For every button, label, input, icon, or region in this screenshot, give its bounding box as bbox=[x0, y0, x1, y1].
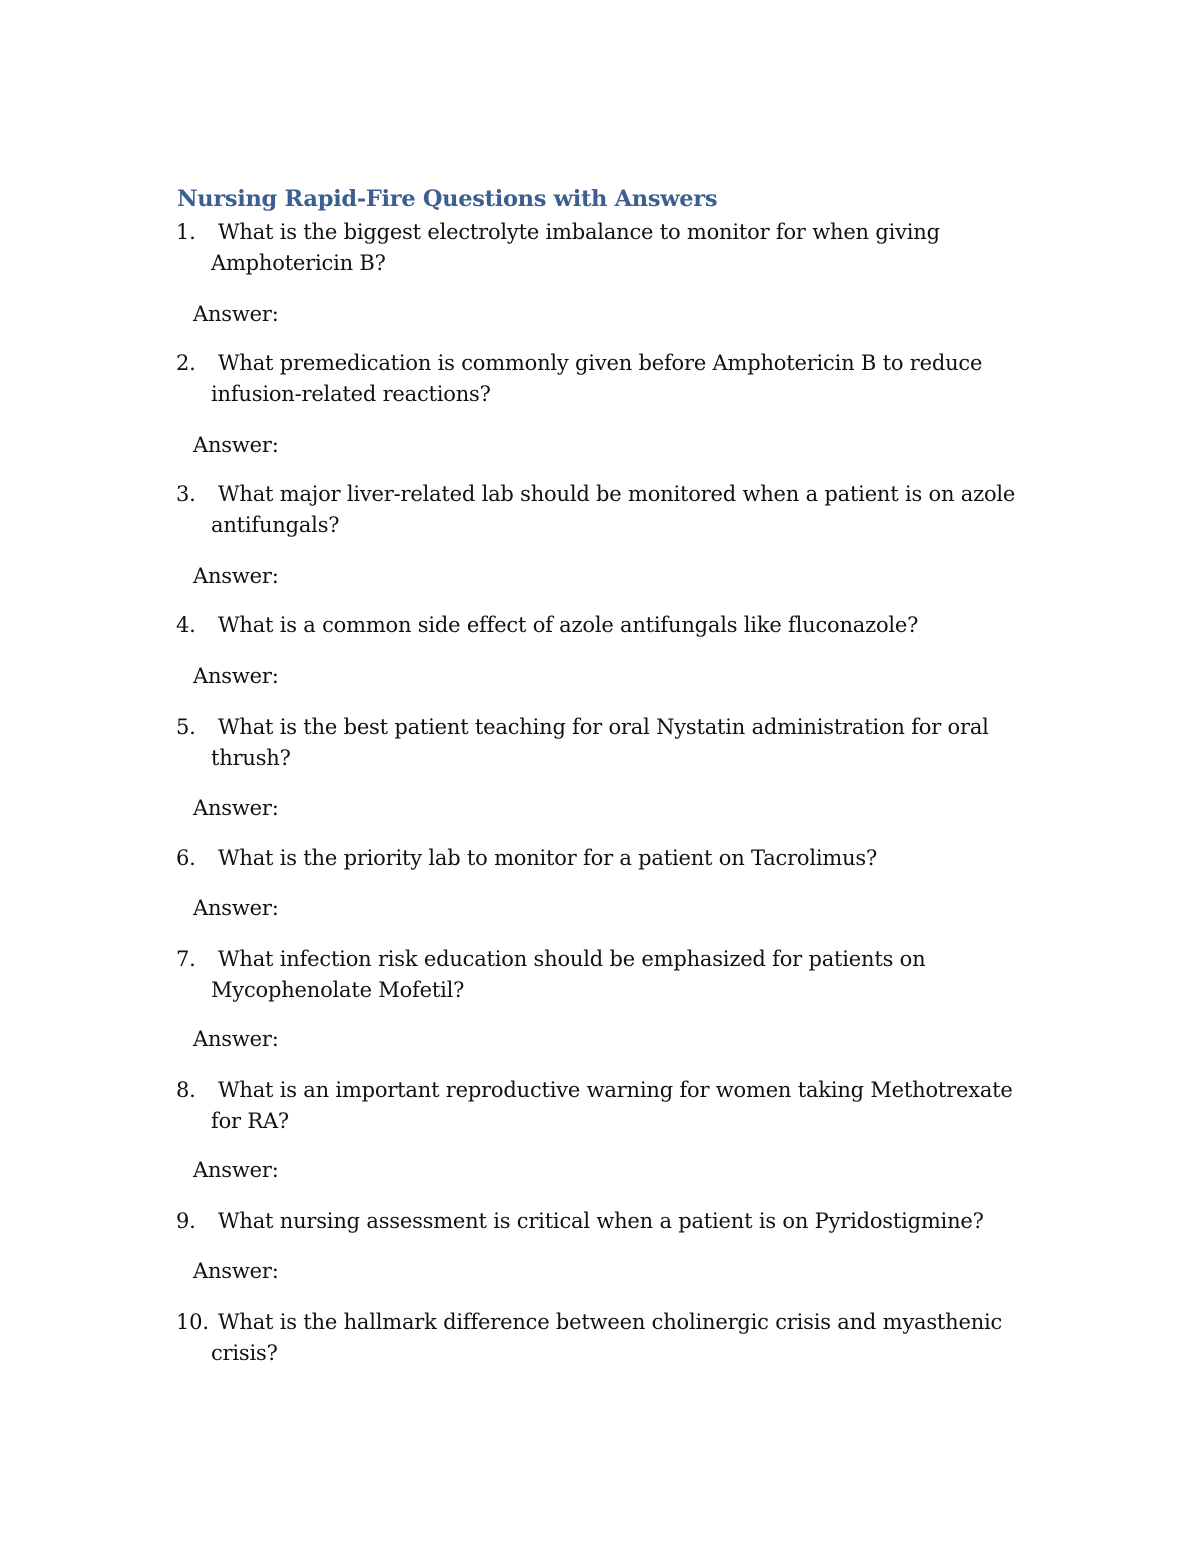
question-text: What is the biggest electrolyte imbalance to monitor for when giving Amphotericin B? bbox=[211, 220, 940, 275]
answer-label: Answer: bbox=[193, 1158, 279, 1182]
answer-label: Answer: bbox=[193, 564, 279, 588]
question-text: What premedication is commonly given before Amphotericin B to reduce infusion-related reactions? bbox=[211, 351, 983, 406]
answer-label: Answer: bbox=[193, 796, 279, 820]
question-text: What infection risk education should be emphasized for patients on Mycophenolate Mofetil? bbox=[211, 947, 926, 1002]
answer-label: Answer: bbox=[193, 664, 279, 688]
question-number: 2. bbox=[176, 351, 196, 375]
answer-label: Answer: bbox=[193, 433, 279, 457]
answer-label: Answer: bbox=[193, 1027, 279, 1051]
question-text: What is the best patient teaching for oral Nystatin administration for oral thrush? bbox=[211, 715, 989, 770]
question-number: 7. bbox=[176, 947, 196, 971]
answer-label: Answer: bbox=[193, 1259, 279, 1283]
question-number: 8. bbox=[176, 1078, 196, 1102]
answer-label: Answer: bbox=[193, 896, 279, 920]
question-text: What is a common side effect of azole antifungals like fluconazole? bbox=[218, 613, 919, 637]
question-text: What nursing assessment is critical when a patient is on Pyridostigmine? bbox=[218, 1209, 984, 1233]
question-number: 9. bbox=[176, 1209, 196, 1233]
document-title: Nursing Rapid-Fire Questions with Answers bbox=[177, 186, 718, 212]
question-number: 10. bbox=[176, 1310, 209, 1334]
question-number: 6. bbox=[176, 846, 196, 870]
answer-label: Answer: bbox=[193, 302, 279, 326]
question-number: 4. bbox=[176, 613, 196, 637]
question-text: What major liver-related lab should be monitored when a patient is on azole antifungals? bbox=[211, 482, 1016, 537]
question-text: What is the hallmark difference between cholinergic crisis and myasthenic crisis? bbox=[211, 1310, 1003, 1365]
question-number: 3. bbox=[176, 482, 196, 506]
question-text: What is an important reproductive warning for women taking Methotrexate for RA? bbox=[211, 1078, 1013, 1133]
question-number: 5. bbox=[176, 715, 196, 739]
question-number: 1. bbox=[176, 220, 196, 244]
question-text: What is the priority lab to monitor for a patient on Tacrolimus? bbox=[218, 846, 878, 870]
